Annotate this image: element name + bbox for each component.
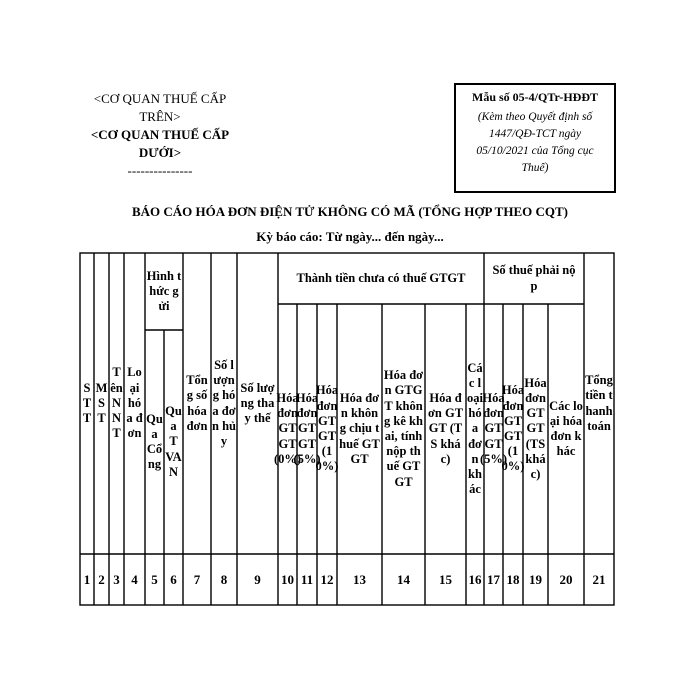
col-header-21: Tổng tiền thanh toán: [585, 373, 613, 433]
col-number-8: 8: [220, 571, 228, 587]
col-header-18: Hóa đơn GTGT (10%): [501, 383, 525, 474]
col-header-20: Các loại hóa đơn khác: [549, 398, 583, 459]
col-header-19: Hóa đơn GTGT (TS khác): [524, 375, 547, 481]
col-header-10: Hóa đơn GTGT (0%): [273, 390, 302, 466]
group-header-amount-before-tax: Thành tiền chưa có thuế GTGT: [296, 270, 466, 285]
col-header-8: Số lượng hóa đơn hủy: [212, 357, 236, 448]
agency-upper: <CƠ QUAN THUẾ CẤP TRÊN>: [93, 91, 227, 124]
col-header-4: Loại hóa đơn: [126, 365, 143, 441]
col-header-12: Hóa đơn GTGT (10%): [315, 383, 339, 474]
col-number-6: 6: [170, 571, 177, 587]
col-number-15: 15: [439, 571, 452, 587]
col-number-7: 7: [193, 571, 201, 587]
col-header-6: Qua TVAN: [165, 403, 182, 479]
col-header-7: Tổng số hóa đơn: [186, 373, 208, 433]
col-header-17: Hóa đơn GTGT (5%): [479, 390, 508, 466]
col-number-12: 12: [320, 571, 334, 587]
col-header-1: STT: [82, 380, 92, 426]
col-number-10: 10: [281, 571, 294, 587]
group-header-send-method: Hình thức gửi: [146, 268, 182, 314]
col-header-11: Hóa đơn GTGT (5%): [293, 390, 321, 466]
form-code: Mẫu số 05-4/QTr-HĐĐT: [472, 90, 598, 104]
col-header-9: Số lượng thay thế: [240, 380, 275, 426]
report-period: Kỳ báo cáo: Từ ngày... đến ngày...: [256, 229, 444, 244]
col-number-2: 2: [98, 571, 105, 587]
col-header-5: Qua Cổng: [146, 411, 163, 472]
col-number-4: 4: [131, 571, 138, 587]
group-header-tax-payable: Số thuế phải nộp: [492, 263, 576, 293]
col-header-2: MST: [95, 380, 108, 426]
col-number-11: 11: [300, 571, 314, 587]
col-header-3: Tên NNT: [110, 365, 123, 441]
form-decision-note: (Kèm theo Quyết định số 1447/QĐ-TCT ngày 05/10/2021 của Tổng cục Thuế): [476, 111, 594, 174]
agency-lower: <CƠ QUAN THUẾ CẤP DƯỚI>: [90, 127, 230, 160]
col-number-5: 5: [151, 571, 158, 587]
col-number-14: 14: [397, 571, 410, 587]
col-number-17: 17: [487, 571, 500, 587]
col-number-16: 16: [468, 571, 482, 587]
col-header-14: Hóa đơn GTGT không kê khai, tính nộp thuế GTGT: [383, 368, 424, 489]
report-title: BÁO CÁO HÓA ĐƠN ĐIỆN TỬ KHÔNG CÓ MÃ (TỔNG HỢP THEO CQT): [131, 204, 568, 219]
col-number-3: 3: [113, 571, 120, 587]
col-header-13: Hóa đơn không chịu thuế GTGT: [339, 390, 380, 466]
col-header-16: Các loại hóa đơn khác: [467, 360, 483, 497]
col-number-13: 13: [353, 571, 366, 587]
col-number-1: 1: [83, 571, 91, 587]
col-number-21: 21: [592, 571, 606, 587]
col-number-9: 9: [254, 571, 261, 587]
col-number-20: 20: [559, 571, 573, 587]
col-number-19: 19: [529, 571, 542, 587]
agency-separator: ---------------: [127, 163, 193, 178]
col-number-18: 18: [506, 571, 520, 587]
col-header-15: Hóa đơn GTGT (TS khác): [427, 390, 464, 466]
